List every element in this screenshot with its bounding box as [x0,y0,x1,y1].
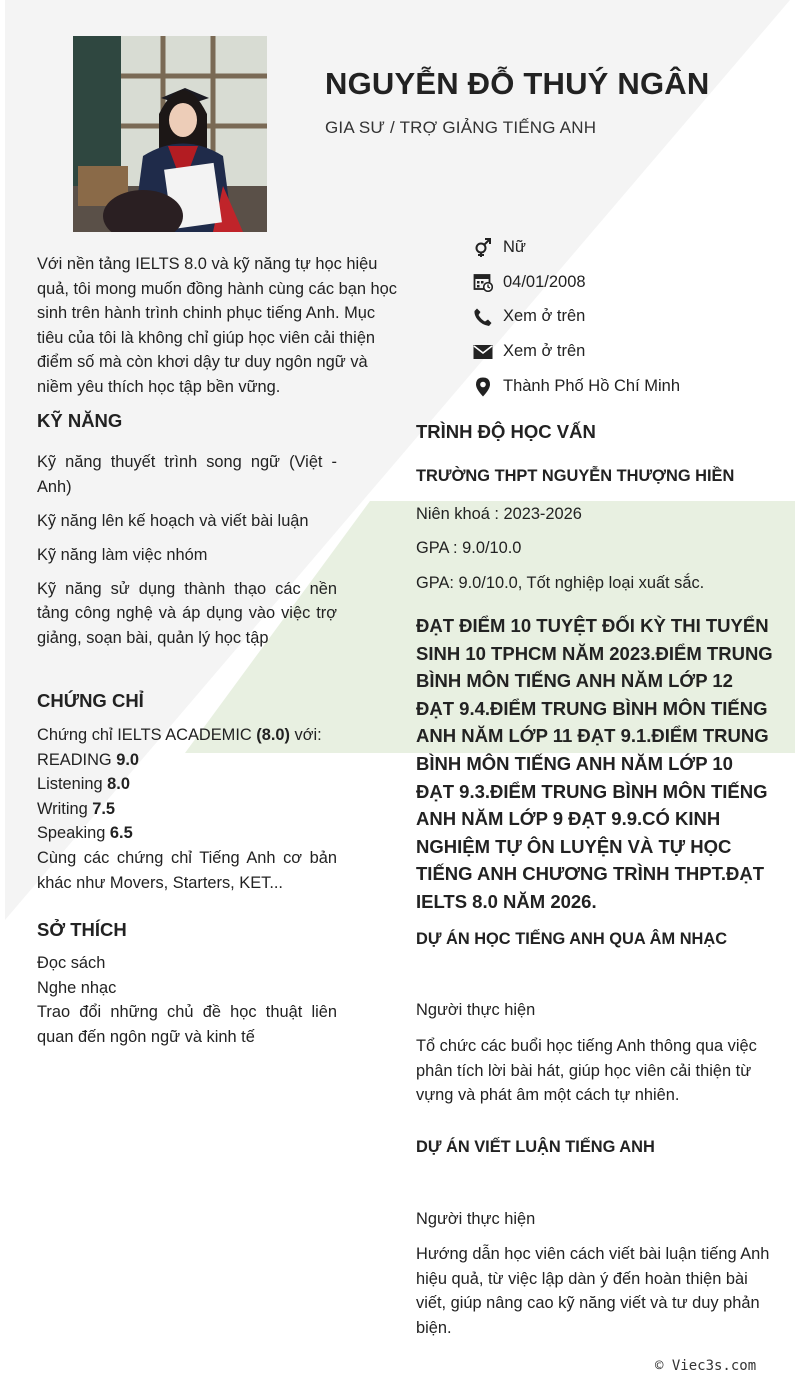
hobby-item: Đọc sách [37,954,106,972]
school-gpa: GPA : 9.0/10.0 [416,539,522,557]
hobby-item: Nghe nhạc [37,978,117,997]
contact-address: Thành Phố Hồ Chí Minh [472,369,792,404]
profile-photo [73,36,267,232]
score-speaking: Speaking 6.5 [37,824,133,843]
candidate-name: NGUYỄN ĐỖ THUÝ NGÂN [325,66,710,101]
intro-summary: Với nền tảng IELTS 8.0 và kỹ năng tự học hiệu quả, tôi mong muốn đồng hành cùng các bạn học sinh trên hành trình chinh phục tiếng Anh. Mục tiêu của tôi là không chỉ giúp học viên cải thiện điểm số mà còn khơi dậy tư duy ngôn ngữ và niềm yêu thích học tập bền vững. [37,255,397,396]
school-note: GPA: 9.0/10.0, Tốt nghiệp loại xuất sắc. [416,574,705,592]
skill-item: Kỹ năng thuyết trình song ngữ (Việt - Anh) [37,453,337,496]
gender-icon [472,236,494,258]
skill-item: Kỹ năng sử dụng thành thạo các nền tảng công nghệ và áp dụng vào việc trợ giảng, soạn bài, quản lý học tập [37,579,337,648]
score-reading: READING 9.0 [37,750,140,769]
phone-icon [472,306,494,328]
school-period: Niên khoá : 2023-2026 [416,505,582,523]
project-role: Người thực hiện [416,1210,536,1228]
job-title: GIA SƯ / TRỢ GIẢNG TIẾNG ANH [325,118,597,137]
calendar-icon [472,271,494,293]
skills-list [37,450,337,660]
copyright-footer: © Viec3s.com [655,1358,757,1374]
hobbies-title: SỞ THÍCH [37,919,127,940]
contact-birthday: 04/01/2008 [472,265,792,300]
score-writing: Writing 7.5 [37,799,116,818]
score-listening: Listening 8.0 [37,775,130,794]
contact-info [472,230,792,404]
location-pin-icon [472,376,494,398]
ielts-certificate: Chứng chỉ IELTS ACADEMIC (8.0) với: [37,726,322,744]
skill-item: Kỹ năng làm việc nhóm [37,545,208,564]
contact-gender: Nữ [472,230,792,265]
mail-icon [472,341,494,363]
skills-title: KỸ NĂNG [37,410,123,431]
certificates-title: CHỨNG CHỈ [37,690,144,711]
hobby-item: Trao đổi những chủ đề học thuật liên quan đến ngôn ngữ và kinh tế [37,1003,337,1046]
skill-item: Kỹ năng lên kế hoạch và viết bài luận [37,511,309,530]
contact-email: Xem ở trên [472,334,792,369]
project-role: Người thực hiện [416,1001,536,1019]
education-title: TRÌNH ĐỘ HỌC VẤN [416,421,596,442]
project-description: Tổ chức các buổi học tiếng Anh thông qua việc phân tích lời bài hát, giúp học viên cải thiện từ vựng và phát âm một cách tự nhiên. [416,1037,757,1105]
school-name: TRƯỜNG THPT NGUYỄN THƯỢNG HIỀN [416,467,735,485]
contact-phone: Xem ở trên [472,300,792,335]
hobbies-list [37,951,337,1049]
project-title: DỰ ÁN HỌC TIẾNG ANH QUA ÂM NHẠC [416,930,728,948]
achievements: ĐẠT ĐIỂM 10 TUYỆT ĐỐI KỲ THI TUYỂN SINH 10 TPHCM NĂM 2023.ĐIỂM TRUNG BÌNH MÔN TIẾNG ANH NĂM LỚP 12 ĐẠT 9.4.ĐIỂM TRUNG BÌNH MÔN TIẾNG ANH NĂM LỚP 11 ĐẠT 9.1.ĐIỂM TRUNG BÌNH MÔN TIẾNG ANH NĂM LỚP 10 ĐẠT 9.3.ĐIỂM TRUNG BÌNH MÔN TIẾNG ANH NĂM LỚP 9 ĐẠT 9.9.CÓ KINH NGHIỆM TỰ ÔN LUYỆN VÀ TỰ HỌC TIẾNG ANH CHƯƠNG TRÌNH THPT.ĐẠT IELTS 8.0 NĂM 2026. [416,615,773,912]
other-certificates: Cùng các chứng chỉ Tiếng Anh cơ bản khác như Movers, Starters, KET... [37,848,337,892]
project-title: DỰ ÁN VIẾT LUẬN TIẾNG ANH [416,1138,655,1156]
project-description: Hướng dẫn học viên cách viết bài luận tiếng Anh hiệu quả, từ việc lập dàn ý đến hoàn thiện bài viết, giúp nâng cao kỹ năng viết và tư duy phản biện. [416,1245,770,1337]
certificates-list [37,723,337,895]
